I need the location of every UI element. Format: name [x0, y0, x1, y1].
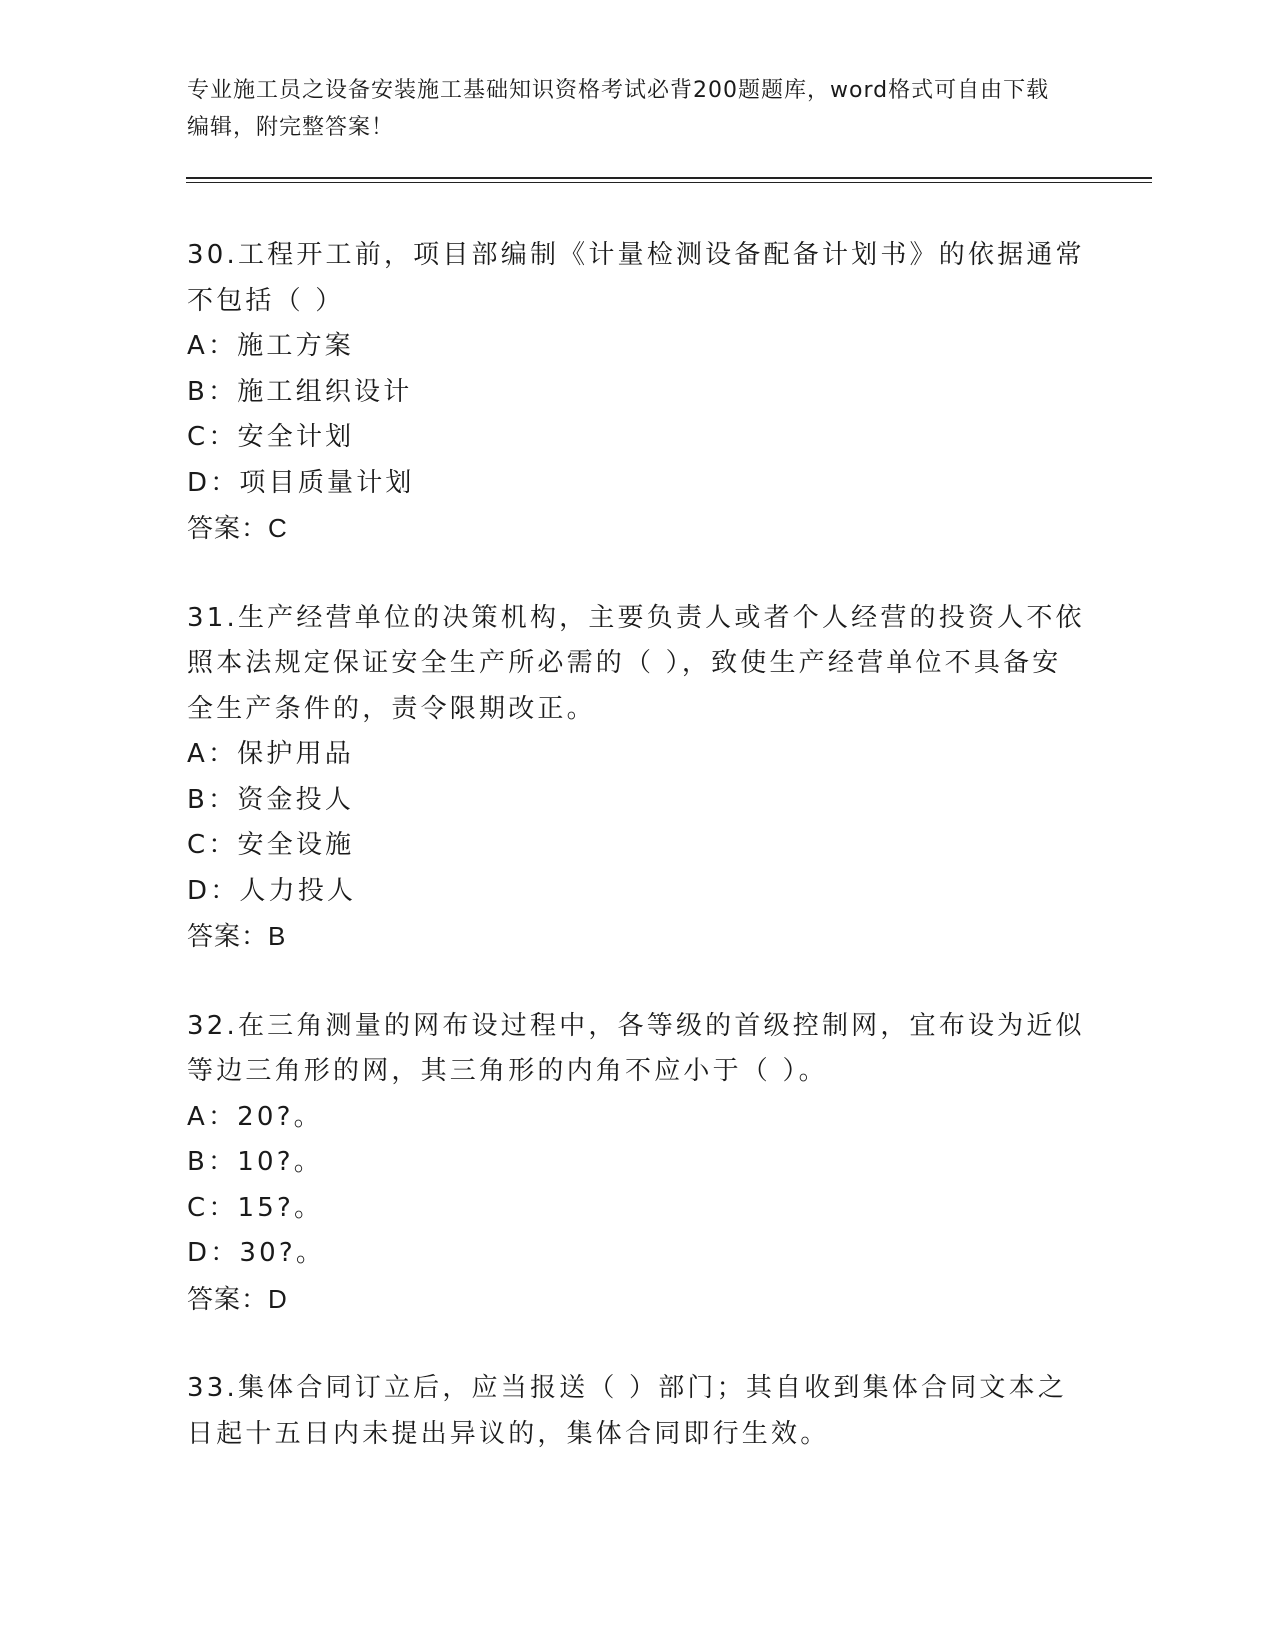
option-a: A：20?。	[187, 1101, 323, 1132]
document-header	[187, 72, 1067, 146]
option-a: A：保护用品	[187, 739, 354, 769]
option-b: B：10?。	[187, 1147, 323, 1177]
option-b: B：施工组织设计	[187, 376, 413, 407]
option-d: D：项目质量计划	[187, 467, 415, 498]
option-a: A：施工方案	[187, 331, 354, 361]
option-c: C：15?。	[187, 1192, 324, 1223]
option-d: D：30?。	[187, 1238, 326, 1268]
question-33	[187, 1366, 1087, 1457]
question-list	[187, 233, 1087, 1457]
header-title: 专业施工员之设备安装施工基础知识资格考试必背200题题库，word格式可自由下载编辑，附完整答案！	[187, 78, 1050, 140]
header-divider-thin	[186, 182, 1152, 183]
question-31	[187, 596, 1087, 960]
answer-line: 答案：B	[187, 921, 287, 951]
answer-line: 答案：C	[187, 513, 288, 543]
option-d: D：人力投人	[187, 875, 357, 906]
question-30	[187, 233, 1087, 552]
option-c: C：安全设施	[187, 830, 355, 860]
header-divider-thick	[186, 177, 1152, 179]
option-b: B：资金投人	[187, 784, 355, 815]
answer-line: 答案：D	[187, 1283, 288, 1314]
question-text: 30.工程开工前，项目部编制《计量检测设备配备计划书》的依据通常不包括（ ）	[187, 240, 1085, 316]
question-text: 33.集体合同订立后，应当报送（ ）部门；其自收到集体合同文本之日起十五日内未提出异议的，集体合同即行生效。	[187, 1373, 1068, 1449]
spacer	[187, 1322, 1087, 1366]
question-32	[187, 1004, 1087, 1323]
question-text: 32.在三角测量的网布设过程中，各等级的首级控制网，宜布设为近似等边三角形的网，其三角形的内角不应小于（ ）。	[187, 1010, 1085, 1086]
question-text: 31.生产经营单位的决策机构，主要负责人或者个人经营的投资人不依照本法规定保证安全生产所必需的（ ），致使生产经营单位不具备安全生产条件的，责令限期改正。	[187, 602, 1085, 724]
option-c: C：安全计划	[187, 422, 355, 452]
spacer	[187, 552, 1087, 596]
spacer	[187, 960, 1087, 1004]
